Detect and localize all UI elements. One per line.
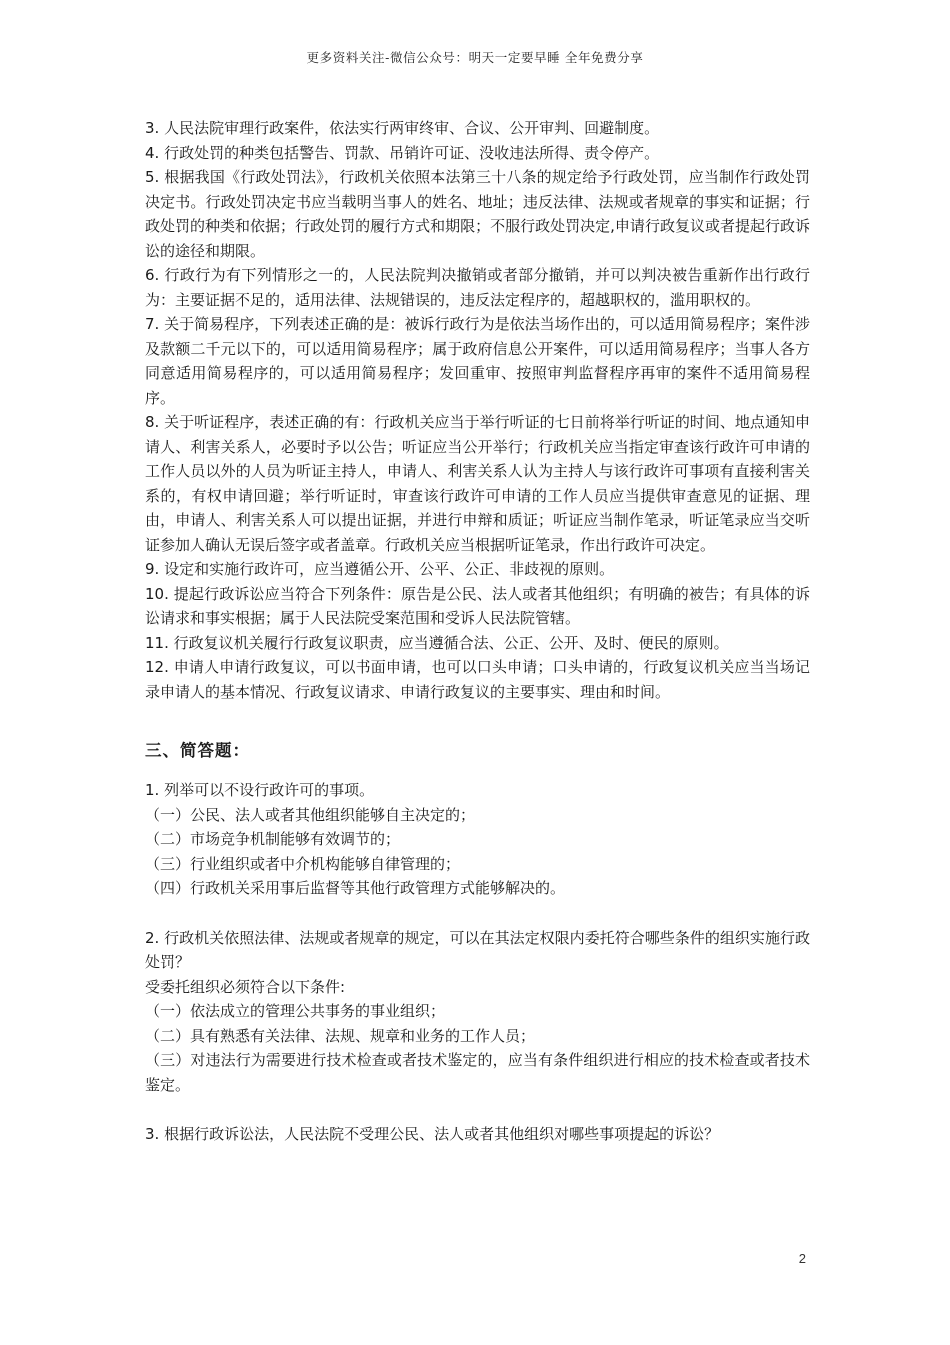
page-number: 2 [798, 1251, 806, 1266]
document-body [145, 116, 810, 1147]
question-2-answer-1: （一）依法成立的管理公共事务的事业组织； [145, 1002, 446, 1020]
question-2: 2. 行政机关依照法律、法规或者规章的规定，可以在其法定权限内委托符合哪些条件的组织实施行政处罚？ [145, 928, 810, 971]
answer-item-8: 8. 关于听证程序，表述正确的有：行政机关应当于举行听证的七日前将举行听证的时间、地点通知申请人、利害关系人，必要时予以公告；听证应当公开举行；行政机关应当指定审查该行政许可申请的工作人员以外的人员为听证主持人，申请人、利害关系人认为主持人与该行政许可事项有直接利害关系的，有权申请回避；举行听证时，审查该行政许可申请的工作人员应当提供审查意见的证据、理由，申请人、利害关系人可以提出证据，并进行申辩和质证；听证应当制作笔录，听证笔录应当交听证参加人确认无误后签字或者盖章。行政机关应当根据听证笔录，作出行政许可决定。 [145, 413, 810, 554]
question-1-answer-3: （三）行业组织或者中介机构能够自律管理的； [145, 854, 461, 873]
question-1-answer-2: （二）市场竞争机制能够有效调节的； [145, 830, 401, 848]
question-2-lead: 受委托组织必须符合以下条件: [145, 977, 346, 996]
page-header: 更多资料关注-微信公众号：明天一定要早睡 全年免费分享 [306, 50, 644, 65]
answer-item-4: 4. 行政处罚的种类包括警告、罚款、吊销许可证、没收违法所得、责令停产。 [145, 143, 660, 162]
question-3: 3. 根据行政诉讼法，人民法院不受理公民、法人或者其他组织对哪些事项提起的诉讼？ [145, 1125, 720, 1143]
answer-item-9: 9. 设定和实施行政许可，应当遵循公开、公平、公正、非歧视的原则。 [145, 560, 615, 578]
answer-item-7: 7. 关于简易程序，下列表述正确的是：被诉行政行为是依法当场作出的，可以适用简易程序；案件涉及款额二千元以下的，可以适用简易程序；属于政府信息公开案件，可以适用简易程序；当事人各方同意适用简易程序的，可以适用简易程序；发回重审、按照审判监督程序再审的案件不适用简易程序。 [145, 315, 810, 407]
answer-item-10: 10. 提起行政诉讼应当符合下列条件：原告是公民、法人或者其他组织；有明确的被告；有具体的诉讼请求和事实根据；属于人民法院受案范围和受诉人民法院管辖。 [145, 584, 810, 627]
question-1-answer-4: （四）行政机关采用事后监督等其他行政管理方式能够解决的。 [145, 879, 566, 897]
question-2-answer-3: （三）对违法行为需要进行技术检查或者技术鉴定的，应当有条件组织进行相应的技术检查或者技术鉴定。 [145, 1051, 810, 1094]
answer-item-11: 11. 行政复议机关履行行政复议职责，应当遵循合法、公正、公开、及时、便民的原则。 [145, 633, 729, 652]
answer-item-6: 6. 行政行为有下列情形之一的，人民法院判决撤销或者部分撤销，并可以判决被告重新作出行政行为：主要证据不足的，适用法律、法规错误的，违反法定程序的，超越职权的，滥用职权的。 [145, 266, 810, 309]
question-1: 1. 列举可以不设行政许可的事项。 [145, 781, 375, 799]
section-title: 三、简答题： [145, 741, 250, 760]
question-1-answer-1: （一）公民、法人或者其他组织能够自主决定的； [145, 805, 476, 824]
question-2-answer-2: （二）具有熟悉有关法律、法规、规章和业务的工作人员； [145, 1026, 536, 1045]
answer-item-3: 3. 人民法院审理行政案件，依法实行两审终审、合议、公开审判、回避制度。 [145, 119, 660, 137]
answer-item-12: 12. 申请人申请行政复议，可以书面申请，也可以口头申请；口头申请的，行政复议机关应当当场记录申请人的基本情况、行政复议请求、申请行政复议的主要事实、理由和时间。 [145, 658, 810, 701]
answer-item-5: 5. 根据我国《行政处罚法》，行政机关依照本法第三十八条的规定给予行政处罚，应当制作行政处罚决定书。行政处罚决定书应当载明当事人的姓名、地址；违反法律、法规或者规章的事实和证据；行政处罚的种类和依据；行政处罚的履行方式和期限；不服行政处罚决定,申请行政复议或者提起行政诉讼的途径和期限。 [145, 168, 810, 260]
